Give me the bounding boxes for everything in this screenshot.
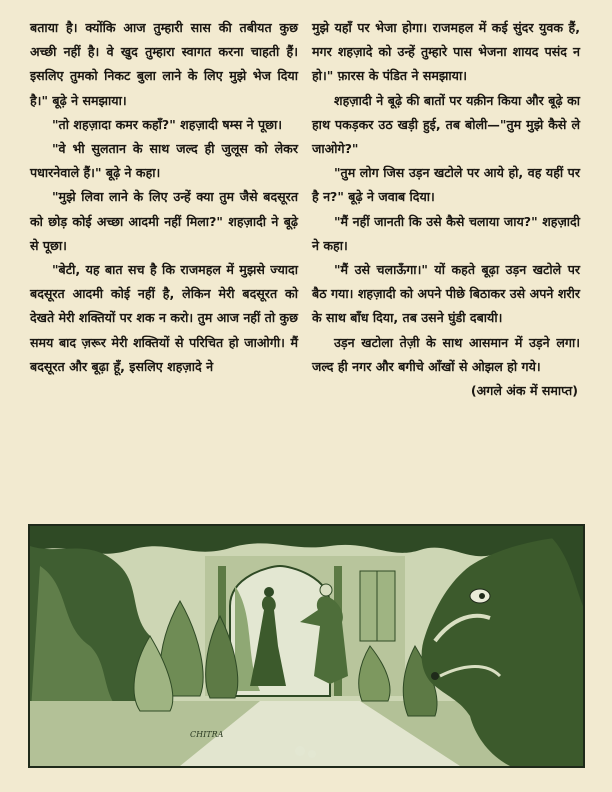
paragraph: "तो शहज़ादा कमर कहाँ?" शहज़ादी षम्स ने पूछा। xyxy=(52,116,283,132)
flower xyxy=(308,750,316,758)
left-text-column xyxy=(30,16,298,379)
continuation-note: (अगले अंक में समाप्त) xyxy=(470,383,578,399)
paragraph: बताया है। क्योंकि आज तुम्हारी सास की तबीयत कुछ अच्छी नहीं है। वे खुद तुम्हारा स्वागत करना चाहती हैं। इसलिए तुमको निकट बुला लाने के लिए मुझे भेज दिया है।" बूढ़े ने समझाया। xyxy=(30,20,298,108)
princess-head xyxy=(264,587,274,597)
artist-signature: CHITRA xyxy=(190,730,224,739)
right-text-column xyxy=(312,16,580,403)
paragraph: "मैं नहीं जानती कि उसे कैसे चलाया जाय?" शहज़ादी ने कहा। xyxy=(312,213,580,253)
paragraph: "तुम लोग जिस उड़न खटोले पर आये हो, वह यहीं पर है न?" बूढ़े ने जवाब दिया। xyxy=(312,165,580,205)
paragraph: "बेटी, यह बात सच है कि राजमहल में मुझसे ज्यादा बदसूरत आदमी कोई नहीं है, लेकिन मेरी बदसूरत को देखते मेरी शक्तियों पर शक न करो। तुम आज नहीं तो कुछ समय बाद ज़रूर मेरी शक्तियों से परिचित हो जाओगी। मैं बदसूरत और बूढ़ा हूँ, इसलिए शहज़ादे ने xyxy=(30,262,298,374)
horse-pupil xyxy=(479,593,485,599)
paragraph: "मुझे लिवा लाने के लिए उन्हें क्या तुम जैसे बदसूरत को छोड़ कोई अच्छा आदमी नहीं मिला?" शहज़ादी ने बूढ़े से पूछा। xyxy=(30,189,298,253)
paragraph: शहज़ादी ने बूढ़े की बातों पर यक़ीन किया और बूढ़े का हाथ पकड़कर उठ खड़ी हुई, तब बोली—"तुम मुझे कैसे ले जाओगे?" xyxy=(312,92,580,157)
story-illustration xyxy=(28,524,585,768)
flower xyxy=(295,746,305,756)
paragraph: "वे भी सुलतान के साथ जल्द ही जुलूस को लेकर पधारनेवाले हैं।" बूढ़े ने कहा। xyxy=(30,141,298,181)
old-man-head xyxy=(320,584,332,596)
paragraph: "मैं उसे चलाऊँगा।" यों कहते बूढ़ा उड़न खटोले पर बैठ गया। शहज़ादी को अपने पीछे बिठाकर उसे अपने शरीर के साथ बाँध दिया, तब उसने घुंडी दबायी। xyxy=(312,262,580,326)
horse-nostril xyxy=(431,672,439,680)
paragraph: मुझे यहाँ पर भेजा होगा। राजमहल में कई सुंदर युवक हैं, मगर शहज़ादे को उन्हें तुम्हारे पास भेजना शायद पसंद न हो।" फ़ारस के पंडित ने समझाया। xyxy=(312,20,580,84)
illustration-scene xyxy=(30,526,583,766)
paragraph: उड़न खटोला तेज़ी के साथ आसमान में उड़ने लगा। जल्द ही नगर और बगीचे आँखों से ओझल हो गये। xyxy=(312,334,580,374)
